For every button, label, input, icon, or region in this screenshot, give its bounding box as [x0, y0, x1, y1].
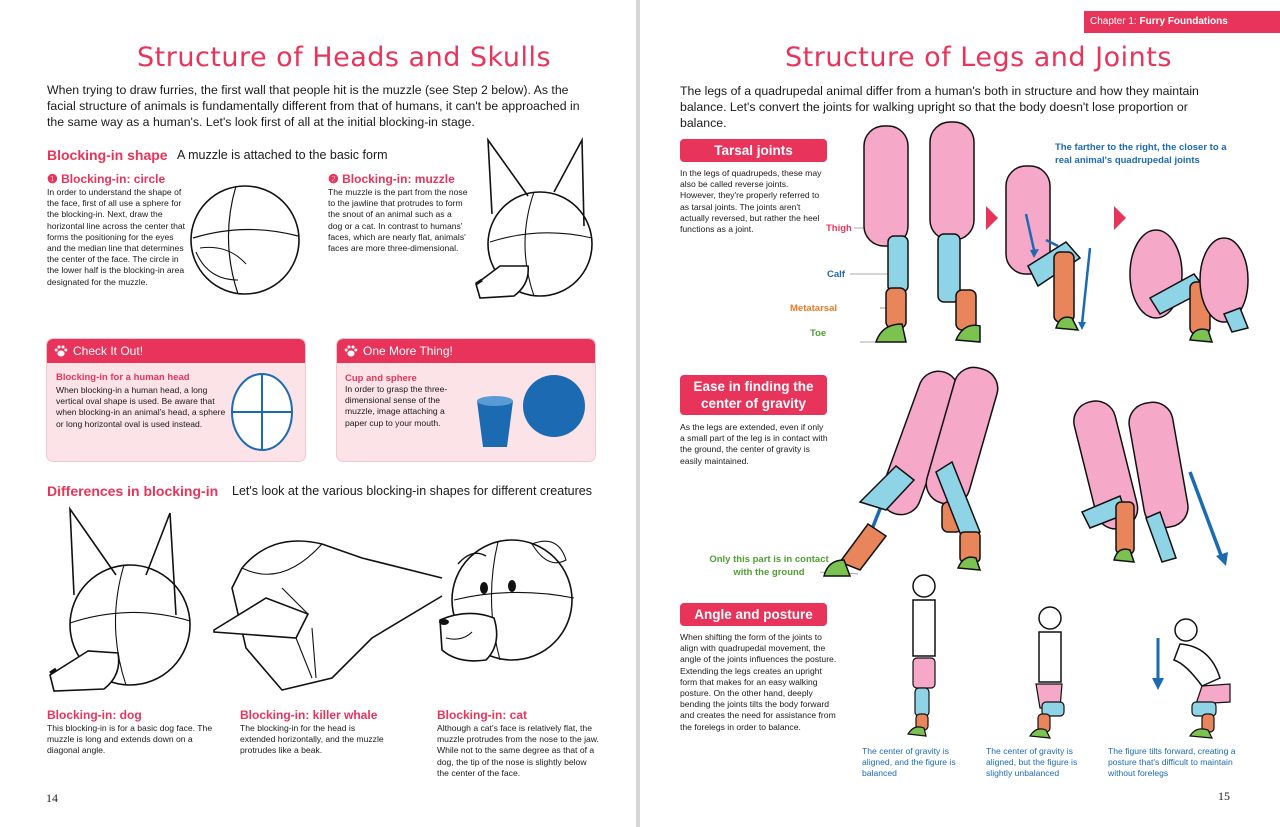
step2-title-text: Blocking-in: muzzle — [342, 172, 455, 186]
posture-caption-1: The center of gravity is aligned, and the figure is balanced — [862, 746, 956, 779]
circle-blocking-drawing — [188, 180, 308, 300]
killer-whale-blocking-drawing — [212, 528, 442, 700]
angle-text: When shifting the form of the joints to align with quadrupedal movement, the angle of the joints influences the posture. Extending the legs creates an upright form that makes for an easy walking posture. On the other hand, deeply bending the joints tilts the body forward and creates the need for assistance from the forelegs in order to balance. — [680, 632, 837, 732]
box2-text: In order to grasp the three-dimensional sense of the muzzle, image attaching a paper cup to your mouth. — [345, 384, 448, 428]
section-blocking-in-shape-sub: A muzzle is attached to the basic form — [177, 148, 388, 162]
label-thigh: Thigh — [826, 223, 852, 234]
chapter-tab — [1084, 11, 1280, 33]
label-calf: Calf — [827, 269, 845, 280]
step2-number: ❷ — [328, 172, 339, 186]
sphere-drawing — [521, 373, 587, 439]
dog-muzzle-drawing — [470, 134, 600, 314]
left-page — [0, 0, 636, 827]
section-blocking-in-shape: Blocking-in shape — [47, 147, 168, 163]
paw-icon — [344, 344, 358, 358]
step2-text: The muzzle is the part from the nose to the jawline that protrudes to form the snout of an animal such as a dog or a cat. In contrast to humans' faces, which are nearly flat, animals' faces are more three-dimensional. — [328, 187, 468, 254]
triangle-arrow-icon — [1114, 206, 1126, 230]
step1-title-text: Blocking-in: circle — [61, 172, 166, 186]
tarsal-legs-diagram — [820, 118, 1260, 348]
posture-caption-3: The figure tilts forward, creating a posture that's difficult to maintain without forelegs — [1108, 746, 1236, 779]
step1-title — [47, 172, 165, 186]
contact-note: Only this part is in contact with the ground — [709, 554, 829, 578]
step1-text: In order to understand the shape of the face, first of all use a sphere for the blocking-in. Next, draw the horizontal line across the center that forms the positioning for the eyes and the median line that determines the center of the face. The circle in the lower half is the blocking-in area designated for the muzzle. — [47, 187, 186, 287]
cat-blocking-drawing — [428, 520, 578, 690]
pill-tarsal-joints: Tarsal joints — [680, 139, 827, 162]
box2-subtitle: Cup and sphere — [345, 373, 417, 384]
right-intro: The legs of a quadrupedal animal differ from a human's both in structure and how they maintain balance. Let's convert the joints for walking upright so that the body doesn't lose proportion or balance. — [680, 84, 1199, 130]
posture-caption-2: The center of gravity is aligned, but the figure is slightly unbalanced — [986, 746, 1078, 779]
check-it-out-label: Check It Out! — [73, 344, 144, 358]
example-cat-text: Although a cat's face is relatively flat, the muzzle protrudes from the nose to the jaw. While not to the same degree as that of a dog, the tip of the nose is slightly below the center of the face. — [437, 723, 599, 778]
page-number-right: 15 — [1218, 789, 1230, 803]
ease-text: As the legs are extended, even if only a small part of the leg is in contact with the ground, the center of gravity is easily maintained. — [680, 422, 828, 466]
step2-title — [328, 172, 455, 186]
box1-subtitle: Blocking-in for a human head — [56, 372, 190, 383]
paper-cup-drawing — [473, 395, 517, 451]
right-page-title: Structure of Legs and Joints — [785, 42, 1172, 73]
section-differences-sub: Let's look at the various blocking-in shapes for different creatures — [232, 484, 592, 498]
paw-icon — [54, 344, 68, 358]
one-more-thing-label: One More Thing! — [363, 344, 453, 358]
center-of-gravity-diagram — [820, 362, 1240, 587]
right-page — [640, 0, 1280, 827]
triangle-arrow-icon — [986, 206, 998, 230]
box1-text: When blocking-in a human head, a long vertical oval shape is used. Be aware that when blocking-in an animal's head, a sphere or long horizontal oval is used instead. — [56, 385, 226, 429]
example-killer-whale-text: The blocking-in for the head is extended horizontally, and the muzzle protrudes like a beak. — [240, 723, 384, 756]
human-head-oval-drawing — [229, 371, 295, 453]
posture-figures-diagram — [890, 574, 1260, 744]
dog-blocking-drawing — [40, 505, 210, 705]
pill-angle-posture: Angle and posture — [680, 603, 827, 626]
section-differences: Differences in blocking-in — [47, 483, 219, 499]
tarsal-progression-note: The farther to the right, the closer to a real animal's quadrupedal joints — [1055, 142, 1227, 166]
check-it-out-header — [47, 339, 305, 363]
check-it-out-box — [47, 339, 305, 461]
example-killer-whale-title: Blocking-in: killer whale — [240, 708, 378, 722]
example-dog-title: Blocking-in: dog — [47, 708, 142, 722]
example-cat-title: Blocking-in: cat — [437, 708, 528, 722]
one-more-thing-box — [337, 339, 595, 461]
left-intro: When trying to draw furries, the first wall that people hit is the muzzle (see Step 2 below). As the facial structure of animals is fundamentally different from that of humans, it can't be approached in the same way as a human's. Let's look first of all at the initial blocking-in stage. — [47, 83, 580, 129]
example-dog-text: This blocking-in is for a basic dog face. The muzzle is long and extends down on a diagonal angle. — [47, 723, 213, 756]
label-toe: Toe — [810, 328, 827, 339]
pill-center-of-gravity: Ease in finding the center of gravity — [680, 375, 827, 415]
chapter-name: Furry Foundations — [1139, 16, 1228, 27]
page-number-left: 14 — [46, 791, 58, 805]
tarsal-text: In the legs of quadrupeds, these may also be called reverse joints. However, they're properly referred to as tarsal joints. The joints aren't actually reversed, but rather the heel functions as a joint. — [680, 168, 822, 235]
label-metatarsal: Metatarsal — [790, 303, 837, 314]
chapter-label: Chapter 1: — [1090, 16, 1140, 27]
step1-number: ❶ — [47, 172, 58, 186]
left-page-title: Structure of Heads and Skulls — [137, 42, 552, 73]
one-more-thing-header — [337, 339, 595, 363]
